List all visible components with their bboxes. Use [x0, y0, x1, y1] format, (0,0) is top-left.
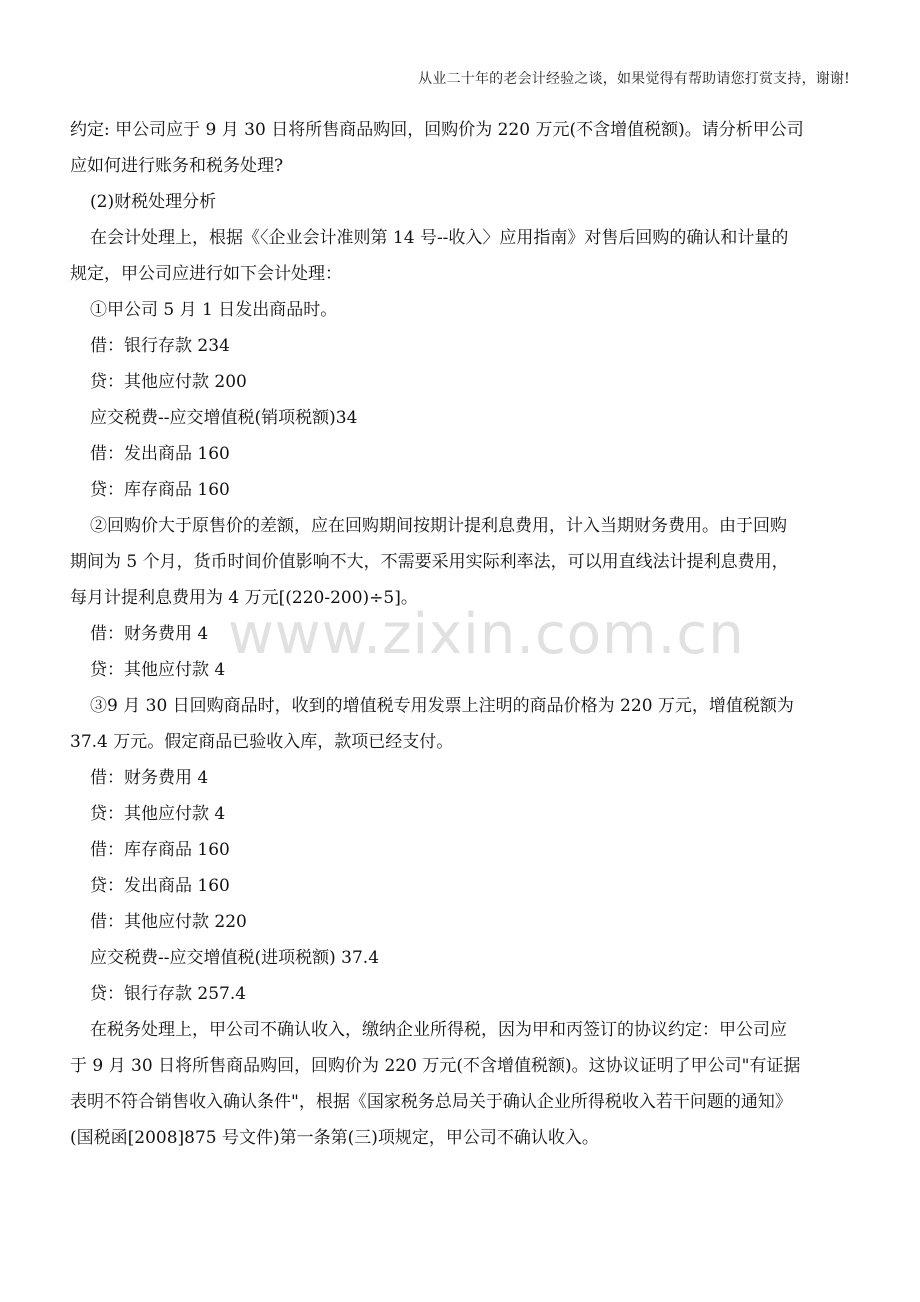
text-line: 规定，甲公司应进行如下会计处理：: [70, 264, 342, 284]
journal-entry: 借：其他应付款 220: [90, 912, 247, 932]
section-heading: (2)财税处理分析: [90, 192, 217, 212]
text-line: 期间为 5 个月，货币时间价值影响不大，不需要采用实际利率法，可以用直线法计提利息费用，: [70, 552, 789, 572]
journal-entry: 贷：其他应付款 4: [90, 804, 226, 824]
text-line: 在税务处理上，甲公司不确认收入，缴纳企业所得税，因为甲和丙签订的协议约定：甲公司应: [90, 1020, 787, 1040]
text-line: 于 9 月 30 日将所售商品购回，回购价为 220 万元(不含增值税额)。这协议证明了甲公司"有证据: [70, 1056, 801, 1076]
journal-entry: 应交税费--应交增值税(进项税额) 37.4: [90, 948, 380, 968]
text-line: 表明不符合销售收入确认条件"，根据《国家税务总局关于确认企业所得税收入若干问题的通知》: [70, 1092, 792, 1112]
journal-entry: 借：银行存款 234: [90, 336, 230, 356]
journal-entry: 应交税费--应交增值税(销项税额)34: [90, 408, 358, 428]
journal-entry: 贷：银行存款 257.4: [90, 984, 247, 1004]
text-line: 37.4 万元。假定商品已验收入库，款项已经支付。: [70, 732, 454, 752]
journal-entry: 贷：库存商品 160: [90, 480, 230, 500]
journal-entry: 贷：其他应付款 200: [90, 372, 247, 392]
journal-entry: 贷：发出商品 160: [90, 876, 230, 896]
watermark-text: www.zixin.com.cn: [228, 602, 745, 667]
text-line: 应如何进行账务和税务处理?: [70, 156, 284, 176]
step-heading: ①甲公司 5 月 1 日发出商品时。: [90, 300, 338, 320]
text-line: ②回购价大于原售价的差额，应在回购期间按期计提利息费用，计入当期财务费用。由于回购: [90, 516, 787, 536]
text-line: 在会计处理上，根据《〈企业会计准则第 14 号--收入〉应用指南》对售后回购的确认和计量的: [90, 228, 789, 248]
document-body: [70, 112, 852, 1156]
journal-entry: 借：发出商品 160: [90, 444, 230, 464]
text-line: 每月计提利息费用为 4 万元[(220-200)÷5]。: [70, 588, 418, 608]
text-line: 约定: 甲公司应于 9 月 30 日将所售商品购回，回购价为 220 万元(不含增值税额)。请分析甲公司: [70, 120, 804, 140]
journal-entry: 借：财务费用 4: [90, 768, 209, 788]
text-line: (国税函[2008]875 号文件)第一条第(三)项规定，甲公司不确认收入。: [70, 1128, 599, 1148]
journal-entry: 贷：其他应付款 4: [90, 660, 226, 680]
journal-entry: 借：财务费用 4: [90, 624, 209, 644]
journal-entry: 借：库存商品 160: [90, 840, 230, 860]
text-line: ③9 月 30 日回购商品时，收到的增值税专用发票上注明的商品价格为 220 万元，增值税额为: [90, 696, 794, 716]
page-header-note: 从业二十年的老会计经验之谈，如果觉得有帮助请您打赏支持，谢谢!: [418, 71, 850, 87]
